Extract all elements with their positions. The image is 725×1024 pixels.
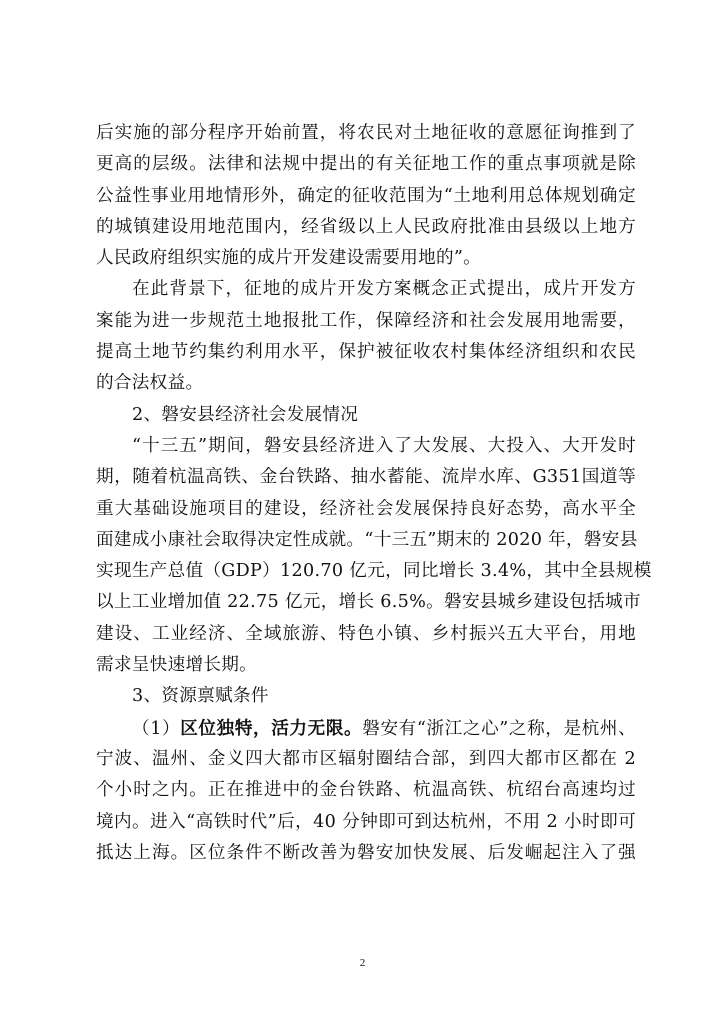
paragraph-line: “十三五”期间，磐安县经济进入了大发展、大投入、大开发时 bbox=[132, 435, 636, 456]
item-title: 区位独特，活力无限。 bbox=[180, 717, 363, 739]
section-heading: 2、磐安县经济社会发展情况 bbox=[132, 404, 359, 425]
paragraph-line: 需求呈快速增长期。 bbox=[96, 655, 258, 676]
paragraph-line: 实现生产总值（GDP）120.70 亿元，同比增长 3.4%，其中全县规模 bbox=[96, 561, 652, 582]
paragraph-line: 人民政府组织实施的成片开发建设需要用地的”。 bbox=[96, 248, 482, 269]
item-text: 磐安有“浙江之心”之称，是杭州、 bbox=[362, 718, 636, 739]
section-heading: 3、资源禀赋条件 bbox=[132, 686, 269, 707]
paragraph-line: 案能为进一步规范土地报批工作，保障经济和社会发展用地需要， bbox=[96, 310, 636, 331]
paragraph-line: 个小时之内。正在推进中的金台铁路、杭温高铁、杭绍台高速均过 bbox=[96, 780, 636, 801]
paragraph-line: 境内。进入“高铁时代”后，40 分钟即可到达杭州，不用 2 小时即可 bbox=[96, 811, 636, 832]
paragraph-line: 公益性事业用地情形外，确定的征收范围为“土地利用总体规划确定 bbox=[96, 185, 636, 206]
paragraph-line: 在此背景下，征地的成片开发方案概念正式提出，成片开发方 bbox=[132, 279, 636, 300]
paragraph-line: 更高的层级。法律和法规中提出的有关征地工作的重点事项就是除 bbox=[96, 154, 636, 175]
item-marker: （1） bbox=[132, 718, 181, 739]
paragraph-line: 的合法权益。 bbox=[96, 373, 204, 394]
paragraph-line: 期，随着杭温高铁、金台铁路、抽水蓄能、流岸水库、G351国道等 bbox=[96, 467, 636, 488]
paragraph-line: 重大基础设施项目的建设，经济社会发展保持良好态势，高水平全 bbox=[96, 498, 636, 519]
page-number: 2 bbox=[359, 957, 366, 969]
paragraph-line: 面建成小康社会取得决定性成就。“十三五”期末的 2020 年，磐安县 bbox=[96, 529, 638, 550]
paragraph-line: 后实施的部分程序开始前置，将农民对土地征收的意愿征询推到了 bbox=[96, 123, 636, 143]
paragraph-line: 抵达上海。区位条件不断改善为磐安加快发展、后发崛起注入了强 bbox=[96, 842, 636, 863]
paragraph-line bbox=[96, 713, 636, 744]
paragraph-line: 提高土地节约集约利用水平，保护被征收农村集体经济组织和农民 bbox=[96, 342, 636, 363]
paragraph-line: 以上工业增加值 22.75 亿元，增长 6.5%。磐安县城乡建设包括城市 bbox=[96, 592, 641, 613]
paragraph-line: 的城镇建设用地范围内，经省级以上人民政府批准由县级以上地方 bbox=[96, 216, 636, 237]
body-text bbox=[96, 118, 652, 869]
paragraph-line: 建设、工业经济、全域旅游、特色小镇、乡村振兴五大平台，用地 bbox=[96, 623, 636, 644]
paragraph-line: 宁波、温州、金义四大都市区辐射圈结合部，到四大都市区都在 2 bbox=[96, 748, 636, 769]
